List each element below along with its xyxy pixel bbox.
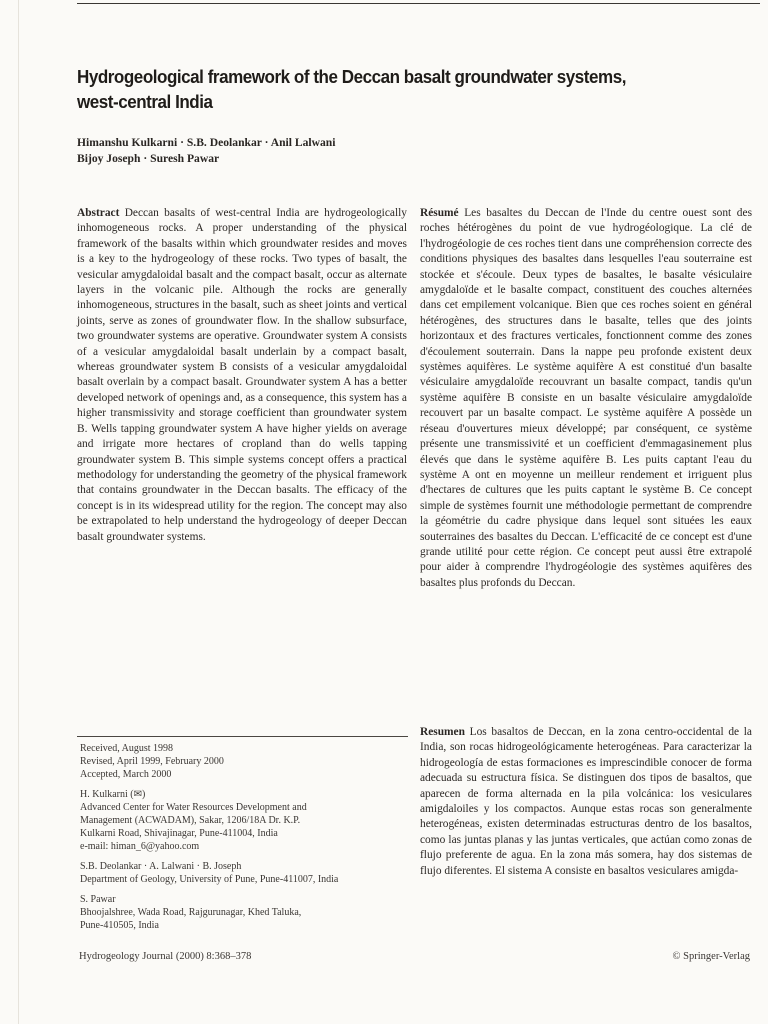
page-edge-shadow: [18, 0, 19, 1024]
affiliation-university: [80, 860, 410, 886]
corresponding-address-2: Management (ACWADAM), Sakar, 1206/18A Dr. K.P.: [80, 815, 301, 826]
title-line-1: Hydrogeological framework of the Deccan basalt groundwater systems,: [77, 66, 626, 87]
authors-line-2: Bijoy Joseph · Suresh Pawar: [77, 152, 220, 165]
resumen-heading: Resumen: [420, 726, 465, 738]
header-rule: [77, 3, 760, 4]
received-date: Received, August 1998: [80, 743, 174, 754]
authors-line-1: Himanshu Kulkarni · S.B. Deolankar · Anil Lalwani: [77, 136, 336, 149]
publisher-copyright: © Springer-Verlag: [672, 951, 750, 962]
resume-heading: Résumé: [420, 207, 459, 219]
affiliation-names: S.B. Deolankar · A. Lalwani · B. Joseph: [80, 861, 242, 872]
resumen-text: Los basaltos de Deccan, en la zona centro-occidental de la India, son rocas hidrogeológicamente heterogéneas. Para caracterizar la hidrogeología de estas formaciones es imprescindible conocer de forma adecuada su estructura física. Se distinguen dos tipos de basaltos, que aparecen de forma alternada en la pila volcánica: los vesiculares amigdaloiles y los compactos. Aunque estas rocas son generalmente heterogéneas, existen determinadas estructuras dentro de los basaltos, como las juntas planas y las juntas verticales, que actúan como zonas de flujo preferente de agua. En la zona más somera, hay dos sistemas de flujo diferentes. El sistema A consiste en basaltos vesiculares amigda-: [420, 726, 752, 877]
affiliation-pawar-address-2: Pune-410505, India: [80, 920, 159, 931]
resumen-section: [420, 725, 752, 879]
abstract-heading: Abstract: [77, 207, 120, 219]
abstract-section: [77, 206, 407, 545]
corresponding-address-1: Advanced Center for Water Resources Development and: [80, 802, 307, 813]
corresponding-author-name: H. Kulkarni (✉): [80, 789, 146, 800]
corresponding-email: e-mail: himan_6@yahoo.com: [80, 841, 200, 852]
revised-date: Revised, April 1999, February 2000: [80, 756, 224, 767]
author-list: [77, 135, 477, 167]
article-info-rule: [77, 736, 408, 737]
journal-citation: Hydrogeology Journal (2000) 8:368–378: [79, 951, 252, 962]
resume-text: Les basaltes du Deccan de l'Inde du centre ouest sont des roches hétérogènes du point de vue hydrogéologique. La clé de l'hydrogéologie de ces roches tient dans une compréhension correcte des conditions physiques des basaltes dans lesquelles l'eau souterraine est stockée et s'écoule. Deux types de basaltes, le basalte vésiculaire amygdaloïde et le basalte compact, constituent des couches alternées dans cet empilement volcanique. Bien que ces roches soient en général hétérogènes, des structures dans le basalte, telles que des joints horizontaux et des fractures verticales, fonctionnent comme des zones d'écoulement souterrain. Dans la nappe peu profonde existent deux systèmes aquifères. Le système aquifère A est constitué d'un basalte vésiculaire amygdaloïde recouvrant un basalte compact, tandis qu'un système aquifère B consiste en un basalte vésiculaire amygdaloïde recouvert par un basalte compact. Le système aquifère A possède un réseau d'ouvertures mieux développé; par conséquent, ce système présente une transmissivité et un coefficient d'emmagasinement plus élevés que dans le système aquifère B. Les puits captant l'eau du système A ont en moyenne un meilleur rendement et irriguent plus d'hectares de cultures que les puits captant le système B. Ce concept simple de systèmes fournit une méthodologie permettant de comprendre la géométrie du cadre physique dans lequel sont situées les eaux souterraines des basaltes du Deccan. L'efficacité de ce concept est d'une grande utilité pour cette région. Ce concept peut aussi être extrapolé pour aider à comprendre l'hydrogéologie des systèmes aquifères des basaltes plus profonds du Deccan.: [420, 207, 752, 589]
resume-section: [420, 206, 752, 591]
affiliation-pawar-address-1: Bhoojalshree, Wada Road, Rajgurunagar, Khed Taluka,: [80, 907, 302, 918]
corresponding-author: [80, 788, 410, 853]
affiliation-pawar-name: S. Pawar: [80, 894, 116, 905]
corresponding-address-3: Kulkarni Road, Shivajinagar, Pune-411004, India: [80, 828, 278, 839]
affiliation-address: Department of Geology, University of Pune, Pune-411007, India: [80, 874, 339, 885]
abstract-text: Deccan basalts of west-central India are hydrogeologically inhomogeneous rocks. A proper understanding of the physical framework of the basalts within which groundwater resides and moves is a key to the hydrogeology of these rocks. Two types of basalt, the vesicular amygdaloidal basalt and the compact basalt, occur as alternate layers in the volcanic pile. Although the rocks are generally inhomogeneous, structures in the basalt, such as sheet joints and vertical joints, serve as zones of groundwater flow. In the shallow subsurface, two groundwater systems are operative. Groundwater system A consists of a vesicular amygdaloidal basalt underlain by a compact basalt, whereas groundwater system B consists of a vesicular amygdaloidal basalt overlain by a compact basalt. Groundwater system A has a better developed network of openings and, as a consequence, this system has a higher transmissivity and storage coefficient than groundwater system B. Wells tapping groundwater system A have higher yields on average and irrigate more hectares of cropland than do wells tapping groundwater system B. This simple systems concept offers a practical methodology for understanding the geometry of the physical framework that contains groundwater in the Deccan basalts. The efficacy of the concept is in its widespread utility for the region. The concept may also be extrapolated to help understand the hydrogeology of deeper Deccan basalt groundwater systems.: [77, 207, 407, 543]
affiliation-pawar: [80, 893, 410, 932]
title-line-2: west-central India: [77, 91, 213, 112]
article-history: [80, 742, 410, 781]
article-title: [77, 64, 684, 114]
accepted-date: Accepted, March 2000: [80, 769, 172, 780]
